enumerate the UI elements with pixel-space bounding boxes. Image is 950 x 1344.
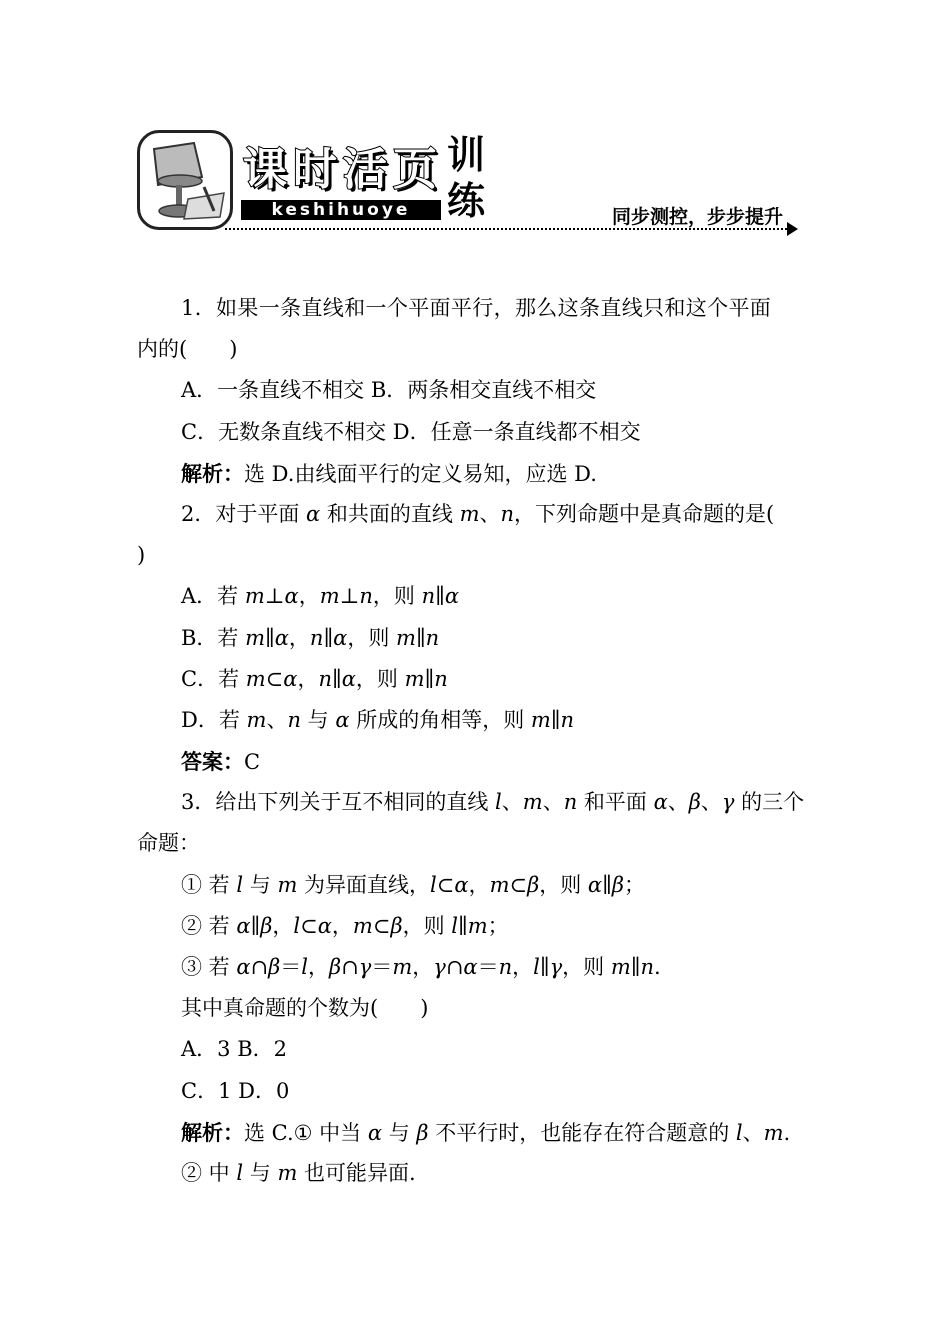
text-line: 内的( ) [137,337,238,362]
text-line: 解析：选 C.① 中当 α 与 β 不平行时，也能存在符合题意的 l、m. [181,1119,791,1145]
text-line: B．若 m∥α，n∥α，则 m∥n [181,625,440,650]
title-char: 课 [243,144,287,195]
text-line: C．1 D．0 [181,1078,290,1103]
title-tail-char: 训 [447,133,486,177]
title-char: 活 [343,144,387,195]
text-line: 2．对于平面 α 和共面的直线 m、n，下列命题中是真命题的是( [181,501,775,526]
title-char: 时 [293,144,337,195]
text-line: 其中真命题的个数为( ) [181,996,429,1021]
text-line: 命题： [137,831,200,856]
text-line: D．若 m、n 与 α 所成的角相等，则 m∥n [181,707,575,732]
text-line: 答案：C [181,749,261,775]
header-banner [137,130,807,242]
slogan: 同步测控，步步提升 [611,206,783,228]
text-line: ③ 若 α∩β＝l，β∩γ＝m，γ∩α＝n，l∥γ，则 m∥n. [181,955,661,979]
arrow-right-icon [787,222,798,236]
dotted-divider [225,228,791,230]
text-line: A．一条直线不相交 B．两条相交直线不相交 [181,378,597,403]
pinyin-bar: keshihuoye [241,200,441,220]
lamp-logo [137,130,233,230]
desk-lamp-icon [144,137,228,225]
title-char: 页 [393,144,437,195]
text-line: 3．给出下列关于互不相同的直线 l、m、n 和平面 α、β、γ 的三个 [181,790,805,815]
text-line: ② 中 l 与 m 也可能异面. [181,1160,416,1185]
text-line: C．若 m⊂α，n∥α，则 m∥n [181,666,448,691]
exercise-content [137,288,817,1194]
text-line: A．3 B．2 [181,1037,287,1062]
text-line: A．若 m⊥α，m⊥n，则 n∥α [181,584,460,609]
title-chars [241,144,439,200]
text-line: ① 若 l 与 m 为异面直线，l⊂α，m⊂β，则 α∥β； [181,872,645,897]
title-tail [447,132,487,224]
text-line: C．无数条直线不相交 D．任意一条直线都不相交 [181,419,641,444]
text-line: 解析：选 D.由线面平行的定义易知，应选 D. [181,460,597,486]
text-line: ② 若 α∥β，l⊂α，m⊂β，则 l∥m； [181,913,509,938]
text-line: ) [137,543,146,568]
text-line: 1．如果一条直线和一个平面平行，那么这条直线只和这个平面 [181,296,772,320]
title-tail-char: 练 [447,179,486,223]
